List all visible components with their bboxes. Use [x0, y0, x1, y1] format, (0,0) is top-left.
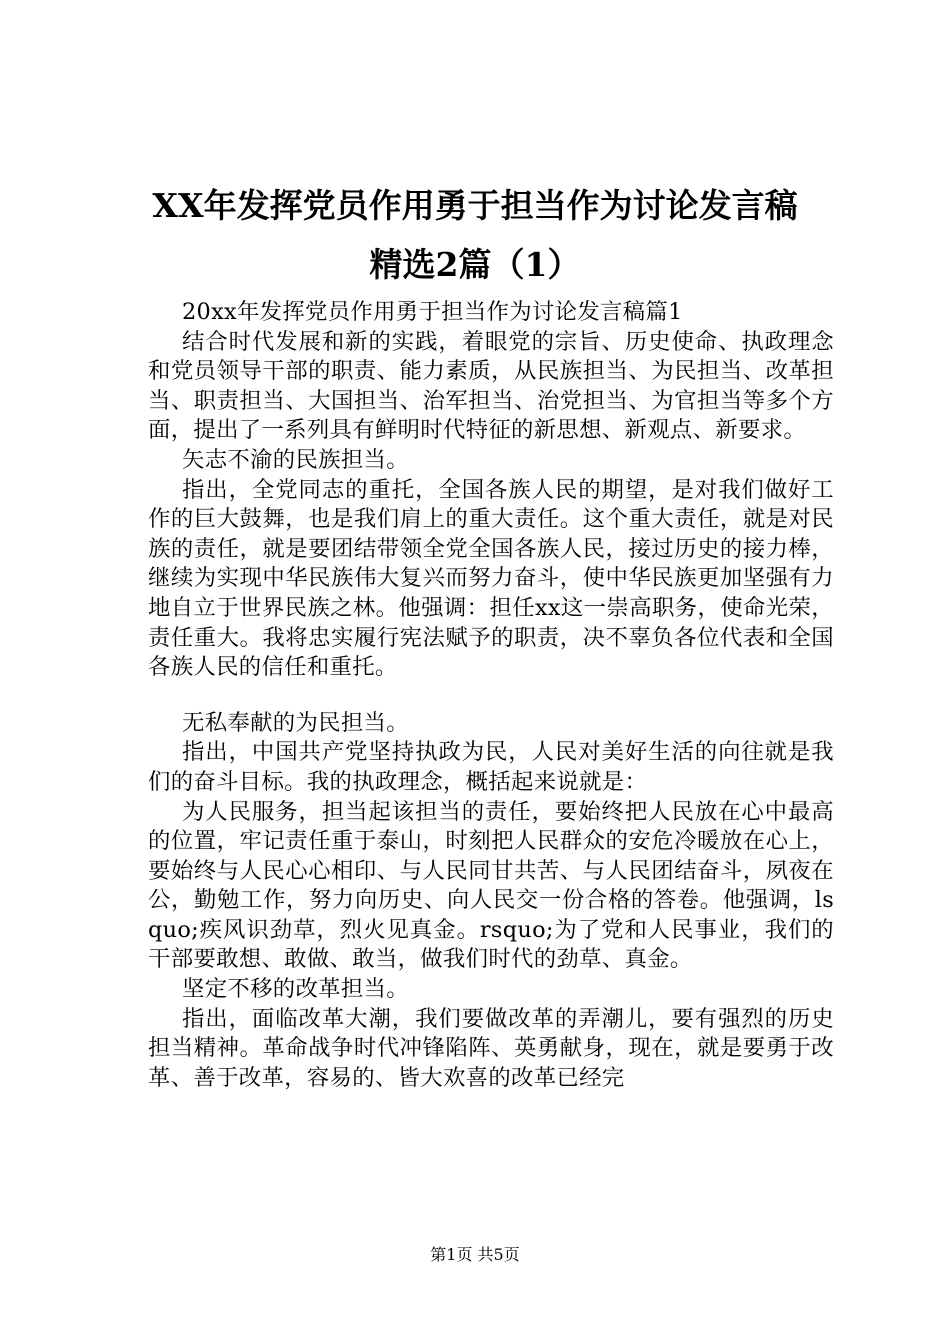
paragraph: 结合时代发展和新的实践，着眼党的宗旨、历史使命、执政理念和党员领导干部的职责、能力素质，从民族担当、为民担当、改革担当、职责担当、大国担当、治军担当、治党担当、为官担当等多个方面，提出了一系列具有鲜明时代特征的新思想、新观点、新要求。 — [148, 328, 834, 444]
section-heading: 20xx年发挥党员作用勇于担当作为讨论发言稿篇1 — [182, 299, 683, 325]
paragraph: 为人民服务，担当起该担当的责任，要始终把人民放在心中最高的位置，牢记责任重于泰山，时刻把人民群众的安危冷暖放在心上，要始终与人民心心相印、与人民同甘共苦、与人民团结奋斗，夙夜在公，勤勉工作，努力向历史、向人民交一份合格的答卷。他强调，lsquo;疾风识劲草，烈火见真金。rsquo;为了党和人民事业，我们的干部要敢想、敢做、敢当，做我们时代的劲草、真金。 — [148, 798, 834, 973]
document-title-line-1: XX年发挥党员作用勇于担当作为讨论发言稿 — [152, 186, 798, 225]
document-title-line-2: 精选2篇（1） — [369, 245, 581, 284]
section-subheading: 无私奉献的为民担当。 — [182, 709, 409, 736]
paragraph: 指出，全党同志的重托，全国各族人民的期望，是对我们做好工作的巨大鼓舞，也是我们肩上的重大责任。这个重大责任，就是对民族的责任，就是要团结带领全党全国各族人民，接过历史的接力棒，继续为实现中华民族伟大复兴而努力奋斗，使中华民族更加坚强有力地自立于世界民族之林。他强调：担任xx这一崇高职务，使命光荣，责任重大。我将忠实履行宪法赋予的职责，决不辜负各位代表和全国各族人民的信任和重托。 — [148, 476, 834, 681]
paragraph: 指出，面临改革大潮，我们要做改革的弄潮儿，要有强烈的历史担当精神。革命战争时代冲锋陷阵、英勇献身，现在，就是要勇于改革、善于改革，容易的、皆大欢喜的改革已经完 — [148, 1005, 834, 1091]
page-number-footer: 第1页 共5页 — [430, 1245, 520, 1264]
document-body — [148, 298, 834, 1093]
section-subheading: 坚定不移的改革担当。 — [182, 976, 409, 1003]
section-subheading: 矢志不渝的民族担当。 — [182, 446, 409, 473]
paragraph: 指出，中国共产党坚持执政为民，人民对美好生活的向往就是我们的奋斗目标。我的执政理念，概括起来说就是： — [148, 739, 834, 795]
